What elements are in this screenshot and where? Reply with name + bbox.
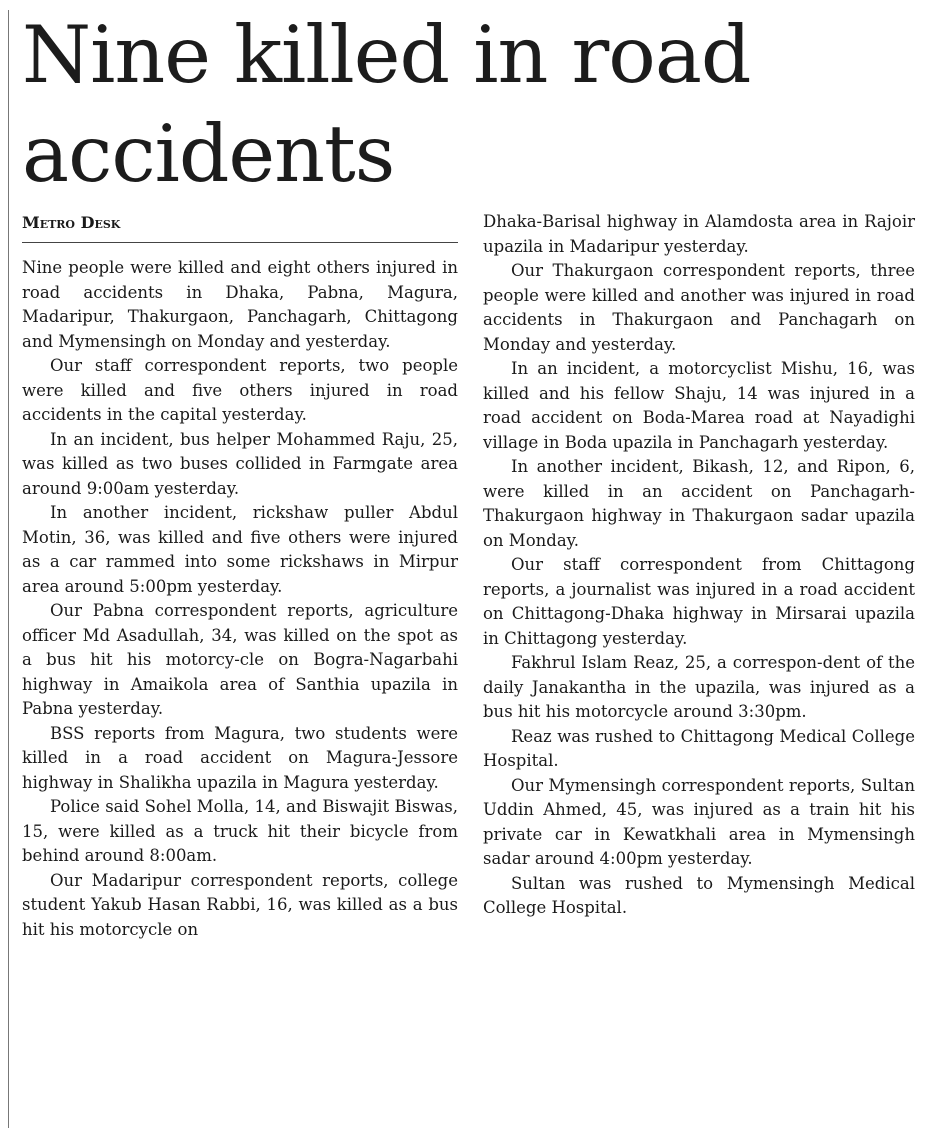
paragraph: Reaz was rushed to Chittagong Medical College Hospital. (483, 726, 915, 770)
paragraph: Dhaka-Barisal highway in Alamdosta area in Rajoir upazila in Madaripur yesterday. (483, 212, 915, 256)
paragraph: In another incident, Bikash, 12, and Ripon, 6, were killed in an accident on Panchagarh-Thakurgaon highway in Thakurgaon sadar upazila on Monday. (483, 457, 915, 550)
paragraph: Our Mymensingh correspondent reports, Sultan Uddin Ahmed, 45, was injured as a train hit his private car in Kewatkhali area in Mymensingh sadar around 4:00pm yesterday. (483, 775, 915, 868)
article-column-right (483, 210, 915, 921)
paragraph: Sultan was rushed to Mymensingh Medical College Hospital. (483, 873, 915, 917)
paragraph: Our Madaripur correspondent reports, college student Yakub Hasan Rabbi, 16, was killed as a bus hit his motorcycle on (22, 870, 458, 939)
paragraph: BSS reports from Magura, two students were killed in a road accident on Magura-Jessore highway in Shalikha upazila in Magura yesterday. (22, 723, 458, 792)
paragraph: Our Thakurgaon correspondent reports, three people were killed and another was injured in road accidents in Thakurgaon and Panchagarh on Monday and yesterday. (483, 261, 915, 354)
paragraph: Our staff correspondent from Chittagong reports, a journalist was injured in a road accident on Chittagong-Dhaka highway in Mirsarai upazila in Chittagong yesterday. (483, 555, 915, 648)
column-rule (8, 10, 9, 1128)
paragraph: Nine people were killed and eight others injured in road accidents in Dhaka, Pabna, Magura, Madaripur, Thakurgaon, Panchagarh, Chittagong and Mymensingh on Monday and yesterday. (22, 258, 458, 351)
paragraph: Fakhrul Islam Reaz, 25, a correspon-dent of the daily Janakantha in the upazila, was injured as a bus hit his motorcycle around 3:30pm. (483, 653, 915, 721)
article-column-left (22, 256, 458, 942)
paragraph: In an incident, a motorcyclist Mishu, 16, was killed and his fellow Shaju, 14 was injured in a road accident on Boda-Marea road at Nayadighi village in Boda upazila in Panchagarh yesterday. (483, 359, 915, 452)
paragraph: In another incident, rickshaw puller Abdul Motin, 36, was killed and five others were injured as a car rammed into some rickshaws in Mirpur area around 5:00pm yesterday. (22, 503, 458, 596)
paragraph: Police said Sohel Molla, 14, and Biswajit Biswas, 15, were killed as a truck hit their bicycle from behind around 8:00am. (22, 797, 458, 865)
headline: Nine killed in road accidents (22, 9, 751, 200)
paragraph: Our staff correspondent reports, two people were killed and five others injured in road accidents in the capital yesterday. (22, 356, 458, 424)
paragraph: In an incident, bus helper Mohammed Raju, 25, was killed as two buses collided in Farmgate area around 9:00am yesterday. (22, 429, 458, 498)
byline: Metro Desk (22, 210, 458, 243)
paragraph: Our Pabna correspondent reports, agriculture officer Md Asadullah, 34, was killed on the spot as a bus hit his motorcy-cle on Bogra-Nagarbahi highway in Amaikola area of Santhia upazila in Pabna yesterday. (22, 601, 458, 718)
